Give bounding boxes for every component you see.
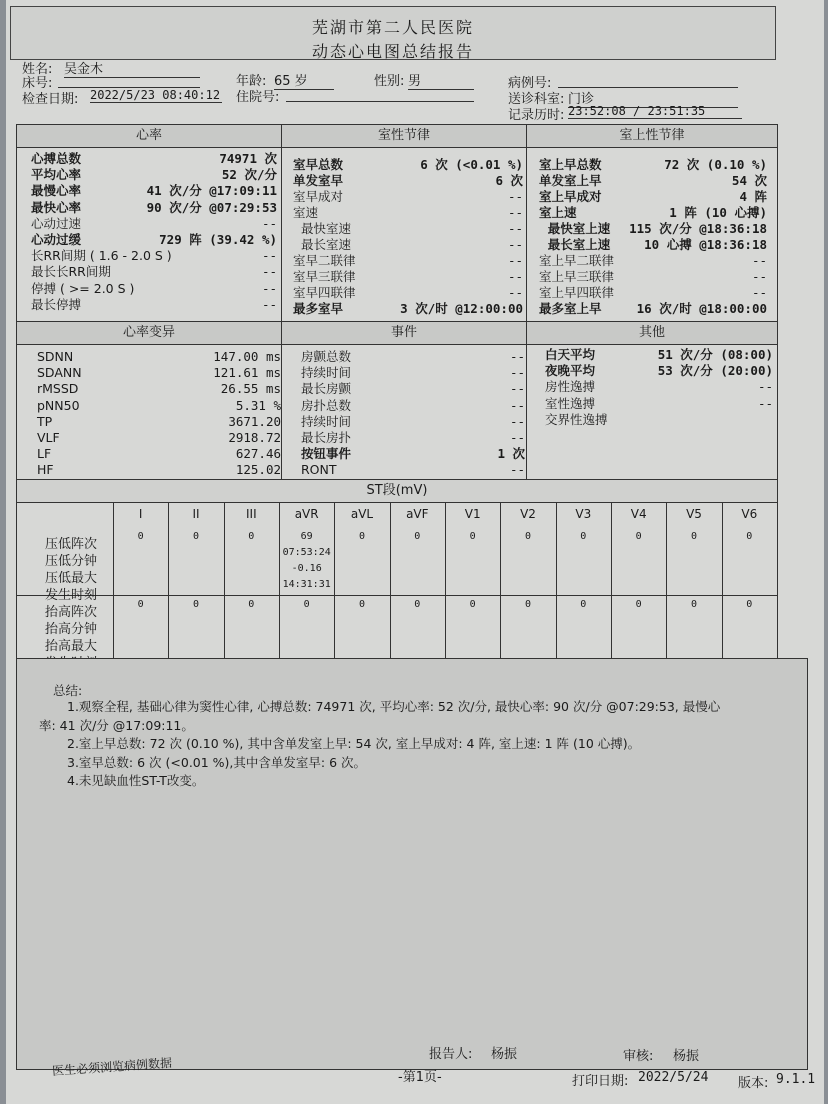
supraventricular-row bbox=[539, 221, 767, 237]
row-label: 最慢心率 bbox=[31, 183, 82, 199]
row-value: 16 次/时 @18:00:00 bbox=[636, 301, 767, 316]
row-value: 10 心搏 @18:36:18 bbox=[644, 237, 767, 252]
hrv-row bbox=[37, 446, 281, 462]
row-label: 夜晚平均 bbox=[545, 363, 596, 379]
st-table bbox=[17, 503, 777, 665]
duration-label: 记录历时: bbox=[508, 108, 565, 123]
page-number: -第1页- bbox=[398, 1070, 442, 1085]
section-supraventricular-title: 室上性节律 bbox=[527, 125, 777, 148]
case-no-value bbox=[558, 72, 738, 88]
divider bbox=[17, 595, 777, 596]
row-label: pNN50 bbox=[37, 397, 80, 413]
st-elevate-value: 0 bbox=[469, 599, 476, 610]
ventricular-row bbox=[293, 221, 523, 237]
row-value: 125.02 bbox=[235, 462, 281, 478]
summary-line: 率: 41 次/分 @17:09:11。 bbox=[39, 717, 194, 733]
events-row bbox=[301, 398, 525, 414]
st-depress-value: 0 bbox=[137, 531, 144, 542]
st-lead-header: V1 bbox=[464, 507, 481, 521]
heart_rate-row bbox=[31, 232, 277, 248]
st-elevate-value: 0 bbox=[192, 599, 199, 610]
summary-title: 总结: bbox=[53, 683, 83, 698]
st-depress-value: 69 07:53:24 -0.16 14:31:31 bbox=[282, 531, 331, 590]
row-label: 最快心率 bbox=[31, 199, 82, 215]
row-value: 5.31 % bbox=[235, 397, 281, 413]
section-events-title: 事件 bbox=[282, 322, 526, 345]
row-value: -- bbox=[509, 381, 525, 397]
row-label: VLF bbox=[37, 430, 60, 445]
st-lead-header: V5 bbox=[686, 507, 702, 521]
hrv-row bbox=[37, 398, 281, 414]
name-label: 姓名: bbox=[22, 62, 53, 77]
st-elevate-label: 抬高阵次 bbox=[45, 605, 98, 620]
divider bbox=[722, 503, 723, 665]
row-label: LF bbox=[37, 446, 52, 462]
row-value: -- bbox=[509, 349, 525, 364]
row-label: 最多室早 bbox=[293, 301, 344, 316]
row-label: 长RR间期 ( 1.6 - 2.0 S ) bbox=[31, 248, 172, 264]
st-title: ST段(mV) bbox=[17, 480, 777, 503]
row-value: 41 次/分 @17:09:11 bbox=[146, 183, 277, 199]
st-depress-value: 0 bbox=[469, 531, 476, 542]
st-lead-header: V2 bbox=[520, 507, 536, 521]
summary-line: 2.室上早总数: 72 次 (0.10 %), 其中含单发室上早: 54 次, 室上早成对: 4 阵, 室上速: 1 阵 (10 心搏)。 bbox=[67, 736, 641, 751]
hospital-name: 芜湖市第二人民医院 bbox=[311, 18, 474, 37]
version-value: 9.1.1 bbox=[776, 1072, 816, 1087]
row-label: 室早四联律 bbox=[293, 285, 356, 300]
supraventricular-row bbox=[539, 173, 767, 189]
heart_rate-row bbox=[31, 264, 277, 280]
divider bbox=[445, 503, 446, 665]
supraventricular-row bbox=[539, 205, 767, 221]
divider bbox=[390, 503, 391, 665]
divider bbox=[556, 503, 557, 665]
row-value: -- bbox=[509, 430, 525, 445]
row-value: 121.61 ms bbox=[213, 365, 281, 381]
dept-label: 送诊科室: bbox=[508, 92, 565, 107]
ventricular-row bbox=[293, 269, 523, 285]
heart_rate-row bbox=[31, 183, 277, 199]
exam-date-label: 检查日期: bbox=[22, 92, 79, 107]
row-label: 最长长RR间期 bbox=[31, 264, 111, 280]
ventricular-row bbox=[293, 205, 523, 221]
name-value: 吴金木 bbox=[64, 58, 200, 78]
heart_rate-row bbox=[31, 281, 277, 297]
supraventricular-row bbox=[539, 237, 767, 253]
row-value: -- bbox=[507, 205, 523, 220]
reviewer-label: 审核: bbox=[623, 1049, 654, 1064]
events-row bbox=[301, 430, 525, 446]
events-row bbox=[301, 414, 525, 430]
row-value: 52 次/分 bbox=[221, 167, 277, 183]
events-row bbox=[301, 462, 525, 478]
heart_rate-row bbox=[31, 297, 277, 313]
row-label: 心动过速 bbox=[31, 215, 82, 231]
row-label: 最快室上速 bbox=[539, 221, 611, 236]
st-depress-label: 压低阵次 bbox=[45, 537, 98, 552]
reviewer-name: 杨振 bbox=[673, 1049, 700, 1064]
age-value: 65 岁 bbox=[274, 70, 334, 90]
hrv-row bbox=[37, 430, 281, 446]
section-ventricular-title: 室性节律 bbox=[282, 125, 526, 148]
ventricular-row bbox=[293, 173, 523, 189]
section-other-title: 其他 bbox=[527, 322, 777, 345]
row-label: 室上速 bbox=[539, 205, 577, 220]
row-label: 停搏 ( >= 2.0 S ) bbox=[31, 280, 135, 296]
row-label: SDANN bbox=[37, 365, 82, 381]
heart_rate-row bbox=[31, 216, 277, 232]
row-label: 最长房颤 bbox=[301, 381, 352, 397]
st-lead-header: I bbox=[138, 507, 143, 521]
st-lead-header: aVR bbox=[294, 507, 319, 521]
reporter-name: 杨振 bbox=[491, 1047, 518, 1062]
case-no-label: 病例号: bbox=[508, 76, 552, 91]
summary-line: 4.未见缺血性ST-T改变。 bbox=[67, 773, 205, 788]
row-label: RONT bbox=[301, 462, 337, 478]
row-label: 房颤总数 bbox=[301, 349, 352, 364]
st-depress-value: 0 bbox=[635, 531, 642, 542]
row-label: 持续时间 bbox=[301, 365, 352, 381]
hrv-row bbox=[37, 365, 281, 381]
row-label: 房扑总数 bbox=[301, 397, 352, 413]
st-elevate-label: 抬高最大 bbox=[45, 639, 98, 654]
row-label: HF bbox=[37, 462, 54, 478]
heart_rate-row bbox=[31, 200, 277, 216]
row-value: 51 次/分 (08:00) bbox=[657, 347, 773, 362]
row-value: 2918.72 bbox=[228, 430, 281, 445]
row-label: 最快室速 bbox=[293, 221, 351, 236]
row-value: -- bbox=[507, 253, 523, 268]
row-label: 持续时间 bbox=[301, 413, 352, 429]
row-value: 90 次/分 @07:29:53 bbox=[146, 199, 277, 215]
hrv-row bbox=[37, 349, 281, 365]
row-value: -- bbox=[757, 379, 773, 395]
row-value: 53 次/分 (20:00) bbox=[657, 363, 773, 379]
row-value: -- bbox=[261, 215, 277, 231]
row-value: 1 阵 (10 心搏) bbox=[669, 205, 767, 220]
st-depress-value: 0 bbox=[248, 531, 255, 542]
ventricular-row bbox=[293, 253, 523, 269]
doctor-note: 医生必须浏览病例数据 bbox=[51, 1055, 173, 1079]
other-row bbox=[545, 363, 773, 379]
st-elevate-value: 0 bbox=[690, 599, 697, 610]
row-label: 心搏总数 bbox=[31, 151, 82, 166]
row-label: 最长停搏 bbox=[31, 296, 82, 312]
row-value: 74971 次 bbox=[219, 151, 277, 166]
row-label: 室早成对 bbox=[293, 189, 344, 204]
row-value: -- bbox=[509, 413, 525, 429]
row-value: 72 次 (0.10 %) bbox=[664, 157, 767, 172]
divider bbox=[281, 125, 282, 479]
admission-label: 住院号: bbox=[236, 90, 280, 105]
row-label: 最多室上早 bbox=[539, 301, 602, 316]
row-label: rMSSD bbox=[37, 381, 79, 397]
section-heart-rate-title: 心率 bbox=[17, 125, 281, 148]
exam-date-value: 2022/5/23 08:40:12 bbox=[90, 88, 221, 102]
row-label: 白天平均 bbox=[545, 347, 596, 362]
row-value: -- bbox=[751, 285, 767, 300]
summary-line: 3.室早总数: 6 次 (<0.01 %),其中含单发室早: 6 次。 bbox=[67, 754, 367, 770]
st-elevate-value: 0 bbox=[137, 599, 144, 610]
row-label: 室上早二联律 bbox=[539, 253, 615, 268]
stats-table bbox=[16, 124, 778, 666]
row-label: 室性逸搏 bbox=[545, 395, 596, 411]
heart_rate-row bbox=[31, 248, 277, 264]
st-elevate-value: 0 bbox=[303, 599, 310, 610]
row-value: 6 次 (<0.01 %) bbox=[420, 157, 523, 172]
st-elevate-value: 0 bbox=[746, 599, 753, 610]
events-row bbox=[301, 365, 525, 381]
row-value: 54 次 bbox=[731, 173, 767, 188]
row-value: -- bbox=[261, 264, 277, 280]
st-elevate-value: 0 bbox=[635, 599, 642, 610]
row-value: -- bbox=[509, 462, 525, 478]
patient-info bbox=[10, 58, 774, 123]
dept-value: 门诊 bbox=[568, 88, 738, 108]
supraventricular-row bbox=[539, 189, 767, 205]
ventricular-row bbox=[293, 237, 523, 253]
supraventricular-row bbox=[539, 269, 767, 285]
st-depress-value: 0 bbox=[414, 531, 421, 542]
row-value: -- bbox=[751, 253, 767, 268]
other-row bbox=[545, 412, 773, 428]
row-label: 最长房扑 bbox=[301, 430, 352, 445]
row-value: 26.55 ms bbox=[220, 381, 281, 397]
heart_rate-row bbox=[31, 151, 277, 167]
st-elevate-value: 0 bbox=[248, 599, 255, 610]
row-label: 最长室速 bbox=[293, 237, 351, 252]
divider bbox=[526, 125, 527, 479]
st-elevate-value: 0 bbox=[524, 599, 531, 610]
row-value: -- bbox=[509, 397, 525, 413]
divider bbox=[168, 503, 169, 665]
divider bbox=[611, 503, 612, 665]
row-value: 1 次 bbox=[497, 446, 525, 462]
heart_rate-row bbox=[31, 167, 277, 183]
section-hrv-title: 心率变异 bbox=[17, 322, 281, 345]
row-value: -- bbox=[507, 237, 523, 252]
st-depress-value: 0 bbox=[358, 531, 365, 542]
events-row bbox=[301, 349, 525, 365]
ventricular-row bbox=[293, 157, 523, 173]
row-value: -- bbox=[261, 248, 277, 264]
row-label: 最长室上速 bbox=[539, 237, 611, 252]
print-date-label: 打印日期: bbox=[572, 1074, 629, 1089]
report-title: 动态心电图总结报告 bbox=[311, 42, 474, 61]
row-label: 单发室早 bbox=[293, 173, 344, 188]
summary-line: 1.观察全程, 基础心律为窦性心律, 心搏总数: 74971 次, 平均心率: 52 次/分, 最快心率: 90 次/分 @07:29:53, 最慢心 bbox=[67, 699, 721, 714]
st-lead-header: V3 bbox=[575, 507, 592, 521]
row-value: 6 次 bbox=[495, 173, 523, 188]
row-value: 115 次/分 @18:36:18 bbox=[629, 221, 767, 236]
events-row bbox=[301, 381, 525, 397]
row-label: 按钮事件 bbox=[301, 446, 352, 462]
st-elevate-value: 0 bbox=[580, 599, 587, 610]
st-depress-value: 0 bbox=[690, 531, 697, 542]
st-lead-header: aVF bbox=[406, 507, 429, 521]
row-label: 室上早三联律 bbox=[539, 269, 615, 284]
divider bbox=[777, 503, 778, 665]
row-label: 室上早成对 bbox=[539, 189, 602, 204]
other-row bbox=[545, 396, 773, 412]
version-label: 版本: bbox=[738, 1076, 769, 1091]
row-value: 147.00 ms bbox=[213, 349, 281, 364]
other-row bbox=[545, 347, 773, 363]
gender-label: 性别: bbox=[374, 74, 405, 89]
row-label: 室早三联律 bbox=[293, 269, 356, 284]
hrv-row bbox=[37, 462, 281, 478]
row-value: -- bbox=[507, 221, 523, 236]
row-label: 室速 bbox=[293, 205, 319, 220]
ventricular-row bbox=[293, 301, 523, 317]
row-label: 室上早总数 bbox=[539, 157, 602, 172]
supraventricular-row bbox=[539, 285, 767, 301]
divider bbox=[224, 503, 225, 665]
report-header bbox=[10, 6, 776, 60]
st-depress-label: 压低分钟 bbox=[45, 554, 98, 569]
row-value: -- bbox=[507, 269, 523, 284]
duration-value: 23:52:08 / 23:51:35 bbox=[568, 104, 742, 119]
ventricular-row bbox=[293, 285, 523, 301]
row-value: -- bbox=[507, 285, 523, 300]
st-depress-label: 发生时刻 bbox=[45, 588, 98, 603]
st-depress-value: 0 bbox=[192, 531, 199, 542]
other-row bbox=[545, 379, 773, 395]
hrv-row bbox=[37, 414, 281, 430]
row-value: 4 阵 bbox=[739, 189, 767, 204]
row-label: 心动过缓 bbox=[31, 232, 82, 247]
row-value: 3 次/时 @12:00:00 bbox=[400, 301, 523, 316]
st-lead-header: V6 bbox=[741, 507, 758, 521]
st-depress-value: 0 bbox=[524, 531, 531, 542]
row-label: 室早二联律 bbox=[293, 253, 356, 268]
st-depress-label: 压低最大 bbox=[45, 571, 98, 586]
row-label: 交界性逸搏 bbox=[545, 411, 608, 427]
st-depress-value: 0 bbox=[746, 531, 753, 542]
gender-value: 男 bbox=[408, 70, 474, 90]
row-label: TP bbox=[37, 413, 53, 429]
row-value: -- bbox=[261, 280, 277, 296]
row-value: -- bbox=[757, 395, 773, 411]
supraventricular-row bbox=[539, 253, 767, 269]
st-lead-header: III bbox=[246, 507, 257, 521]
print-date: 2022/5/24 bbox=[638, 1070, 709, 1085]
summary-box bbox=[16, 658, 808, 1070]
row-value: -- bbox=[507, 189, 523, 204]
row-label: 平均心率 bbox=[31, 167, 82, 183]
reporter-label: 报告人: bbox=[429, 1047, 473, 1062]
row-value: -- bbox=[261, 296, 277, 312]
bed-label: 床号: bbox=[22, 76, 53, 91]
divider bbox=[666, 503, 667, 665]
ventricular-row bbox=[293, 189, 523, 205]
st-lead-header: II bbox=[192, 507, 200, 521]
divider bbox=[500, 503, 501, 665]
age-label: 年龄: bbox=[236, 74, 267, 89]
row-label: 室上早四联律 bbox=[539, 285, 615, 300]
st-lead-header: V4 bbox=[630, 507, 647, 521]
row-label: SDNN bbox=[37, 349, 74, 364]
st-elevate-value: 0 bbox=[414, 599, 421, 610]
row-label: 室早总数 bbox=[293, 157, 344, 172]
st-lead-header: aVL bbox=[350, 507, 374, 521]
row-value: -- bbox=[751, 269, 767, 284]
events-row bbox=[301, 446, 525, 462]
st-elevate-value: 0 bbox=[358, 599, 365, 610]
row-label: 房性逸搏 bbox=[545, 379, 596, 395]
hrv-row bbox=[37, 381, 281, 397]
report-page bbox=[6, 0, 824, 1104]
row-label: 单发室上早 bbox=[539, 173, 602, 188]
row-value: 627.46 bbox=[235, 446, 281, 462]
row-value: 729 阵 (39.42 %) bbox=[159, 232, 277, 247]
st-depress-value: 0 bbox=[580, 531, 587, 542]
admission-value bbox=[286, 86, 474, 102]
divider bbox=[113, 503, 114, 665]
bed-value bbox=[58, 72, 200, 88]
st-elevate-label: 抬高分钟 bbox=[45, 622, 98, 637]
row-value: -- bbox=[509, 365, 525, 381]
row-value: 3671.20 bbox=[228, 413, 281, 429]
divider bbox=[334, 503, 335, 665]
supraventricular-row bbox=[539, 157, 767, 173]
supraventricular-row bbox=[539, 301, 767, 317]
